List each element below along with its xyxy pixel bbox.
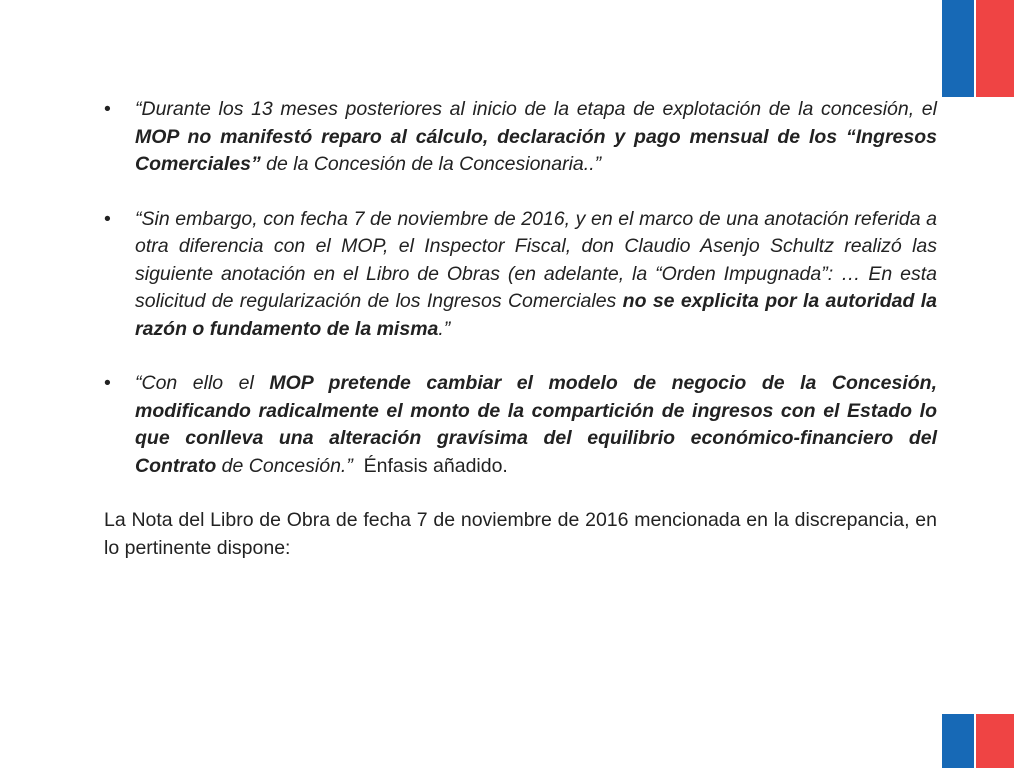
- quote-1-text-end: de la Concesión de la Concesionaria..”: [260, 153, 602, 175]
- slide-body: [104, 96, 937, 562]
- closing-paragraph: La Nota del Libro de Obra de fecha 7 de noviembre de 2016 mencionada en la discrepancia, en lo pertinente dispone:: [104, 509, 937, 559]
- emphasis-note: Énfasis añadido.: [352, 454, 508, 477]
- flag-accent-bottom: [942, 714, 1014, 768]
- flag-red-stripe: [976, 0, 1014, 97]
- quote-3-text-end: de Concesión.”: [216, 454, 353, 477]
- quote-bullet-2: [104, 206, 937, 344]
- flag-blue-stripe: [942, 0, 974, 97]
- quote-list: [104, 96, 937, 480]
- quote-3-text: “Con ello el: [135, 372, 270, 394]
- flag-blue-stripe: [942, 714, 974, 768]
- flag-accent-top: [942, 0, 1014, 97]
- quote-1-emphasis: MOP no manifestó reparo al cálculo, declaración y pago mensual de los “Ingresos Comerciales”: [135, 125, 937, 175]
- flag-red-stripe: [976, 714, 1014, 768]
- quote-2-emphasis: no se explicita por la autoridad la razón o fundamento de la misma: [135, 290, 937, 340]
- quote-bullet-3: [104, 370, 937, 480]
- quote-3-emphasis: MOP pretende cambiar el modelo de negocio de la Concesión, modificando radicalmente el monto de la compartición de ingresos con el Estado lo que conlleva una alteración gravísima del equilibrio económico-financiero del Contrato: [135, 372, 937, 477]
- quote-2-text: “Sin embargo, con fecha 7 de noviembre de 2016, y en el marco de una anotación referida a otra diferencia con el MOP, el Inspector Fiscal, don Claudio Asenjo Schultz realizó las siguiente anotación en el Libro de Obras (en adelante, la “Orden Impugnada”: … En esta solicitud de regularización de los Ingresos Comerciales: [135, 207, 937, 312]
- quote-2-text-end: .”: [438, 317, 451, 340]
- quote-bullet-1: [104, 96, 937, 179]
- quote-1-text: “Durante los 13 meses posteriores al inicio de la etapa de explotación de la concesión, el: [135, 98, 937, 120]
